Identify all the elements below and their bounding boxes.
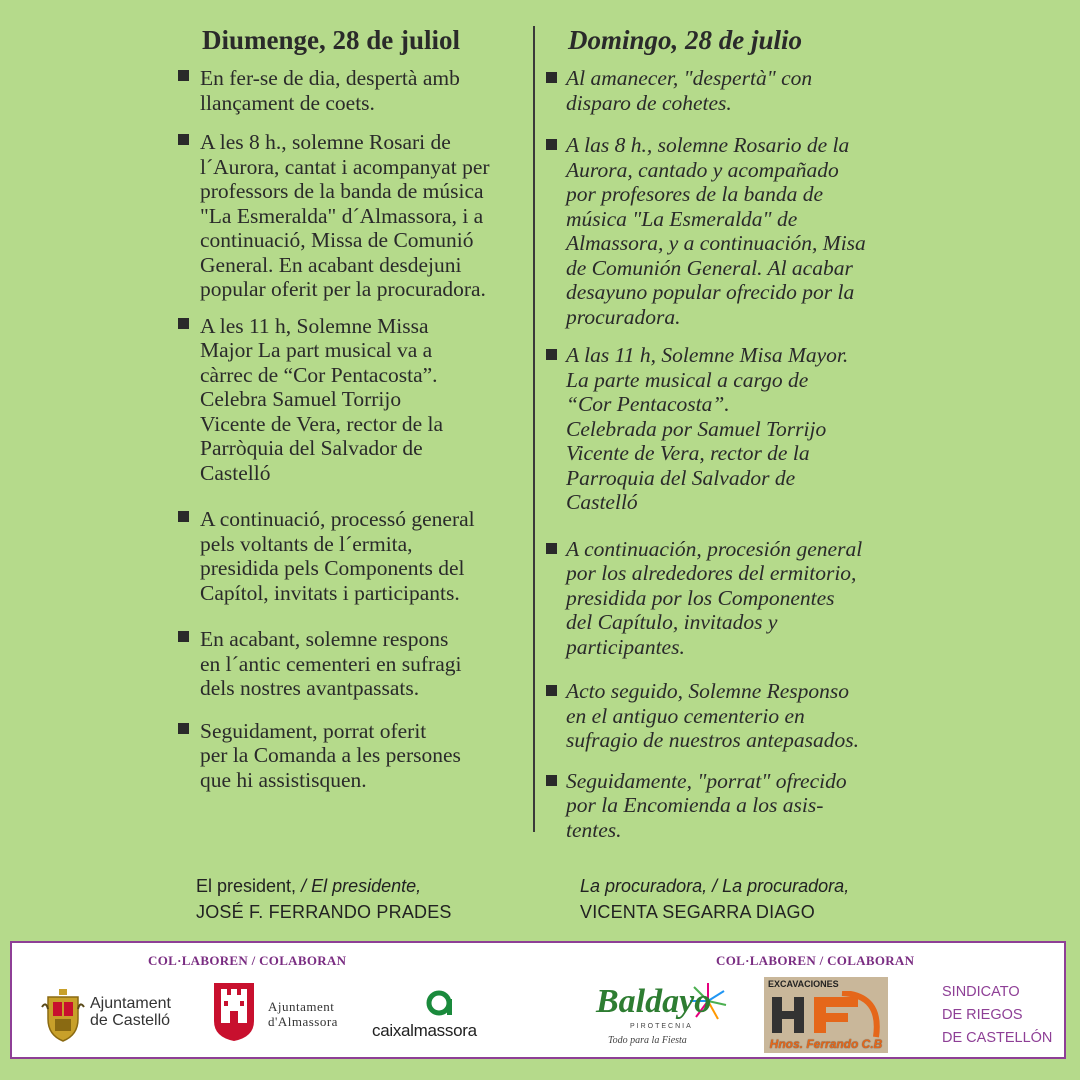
program-item: [544, 133, 924, 329]
catalan-column: [174, 22, 532, 792]
program-item-text: Seguidament, porrat oferit per la Comanda a les persones que hi assistisquen.: [200, 718, 461, 792]
ferrando-logo: EXCAVACIONES Hnos. Ferrando C.B: [764, 977, 888, 1053]
caixa-symbol-icon: [425, 989, 455, 1019]
program-item-text: A continuació, processó general pels voltants de l´ermita, presidida pels Components del Capítol, invitats i participants.: [200, 507, 475, 605]
spanish-heading: Domingo, 28 de julio: [568, 25, 803, 55]
program-item-text: En acabant, solemne respons en l´antic cementeri en sufragi dels nostres avantpassats.: [200, 627, 462, 700]
square-bullet-icon: [178, 134, 189, 145]
program-item: [174, 66, 532, 115]
square-bullet-icon: [178, 631, 189, 642]
program-item: [544, 537, 924, 660]
program-item-text: A las 8 h., solemne Rosario de la Aurora, cantado y acompañado por profesores de la banda de música "La Esmeralda" de Almassora, y a continuación, Misa de Comunión General. Al acabar desayuno popular ofrecido por la procuradora.: [566, 133, 866, 329]
baldayo-logo: Baldayo PIROTECNIA Todo para la Fiesta: [596, 977, 736, 1053]
square-bullet-icon: [178, 318, 189, 329]
program-item-text: A les 8 h., solemne Rosari de l´Aurora, cantat i acompanyat per professors de la banda de música "La Esmeralda" d´Almassora, i a continuació, Missa de Comunió General. En acabant desdejuni popular oferit per la procuradora.: [200, 130, 490, 301]
catalan-heading: Diumenge, 28 de juliol: [202, 25, 461, 55]
program-item: [544, 66, 924, 115]
collab-label-right: COL·LABOREN / COLABORAN: [716, 953, 915, 968]
president-name: JOSÉ F. FERRANDO PRADES: [196, 902, 452, 922]
ferrando-hf-icon: [764, 991, 888, 1043]
program-item: [544, 769, 924, 843]
procuradora-signature: [580, 873, 849, 925]
program-item-text: A les 11 h, Solemne Missa Major La part musical va a càrrec de “Cor Pentacosta”. Celebra Samuel Torrijo Vicente de Vera, rector de la Parròquia del Salvador de Castelló: [200, 313, 444, 485]
square-bullet-icon: [178, 511, 189, 522]
program-item-text: A continuación, procesión general por los alrededores del ermitorio, presidida por los Componentes del Capítulo, invitados y participantes.: [566, 536, 863, 659]
square-bullet-icon: [178, 723, 189, 734]
almassora-crest-icon: [212, 981, 256, 1043]
program-item: [174, 507, 532, 605]
almassora-logo: Ajuntament d'Almassora: [212, 981, 362, 1047]
program-item-text: Seguidamente, "porrat" ofrecido por la Encomienda a los asis- tentes.: [566, 768, 847, 842]
sindicato-riegos-text: SINDICATO DE RIEGOS DE CASTELLÓN: [942, 984, 1053, 1046]
square-bullet-icon: [546, 349, 557, 360]
castello-crest-icon: [40, 987, 86, 1043]
program-item: [544, 343, 924, 515]
sponsors-footer: [10, 941, 1066, 1059]
program-item: [544, 679, 924, 753]
castello-logo: Ajuntament de Castelló: [40, 987, 190, 1043]
spanish-column: [544, 22, 924, 842]
president-signature: [196, 873, 452, 925]
square-bullet-icon: [546, 775, 557, 786]
procuradora-role: La procuradora, / La procuradora,: [580, 876, 850, 896]
program-item-text: A las 11 h, Solemne Misa Mayor. La parte musical a cargo de “Cor Pentacosta”. Celebrada por Samuel Torrijo Vicente de Vera, rector de la Parroquia del Salvador de Castelló: [566, 343, 849, 514]
square-bullet-icon: [178, 70, 189, 81]
program-item: [174, 627, 532, 701]
program-item: [174, 314, 532, 486]
square-bullet-icon: [546, 139, 557, 150]
square-bullet-icon: [546, 685, 557, 696]
president-role: El president, / El presidente,: [196, 876, 422, 896]
caixalmassora-logo: caixalmassora: [372, 987, 508, 1043]
procuradora-name: VICENTA SEGARRA DIAGO: [580, 902, 815, 922]
square-bullet-icon: [546, 72, 557, 83]
column-divider: [533, 26, 535, 832]
program-item-text: Al amanecer, "despertà" con disparo de cohetes.: [566, 66, 813, 115]
collab-label-left: COL·LABOREN / COLABORAN: [148, 953, 347, 968]
program-item-text: En fer-se de dia, despertà amb llançament de coets.: [200, 66, 460, 115]
program-item-text: Acto seguido, Solemne Responso en el antiguo cementerio en sufragio de nuestros antepasados.: [566, 679, 860, 752]
program-item: [174, 130, 532, 302]
program-item: [174, 719, 532, 793]
square-bullet-icon: [546, 543, 557, 554]
